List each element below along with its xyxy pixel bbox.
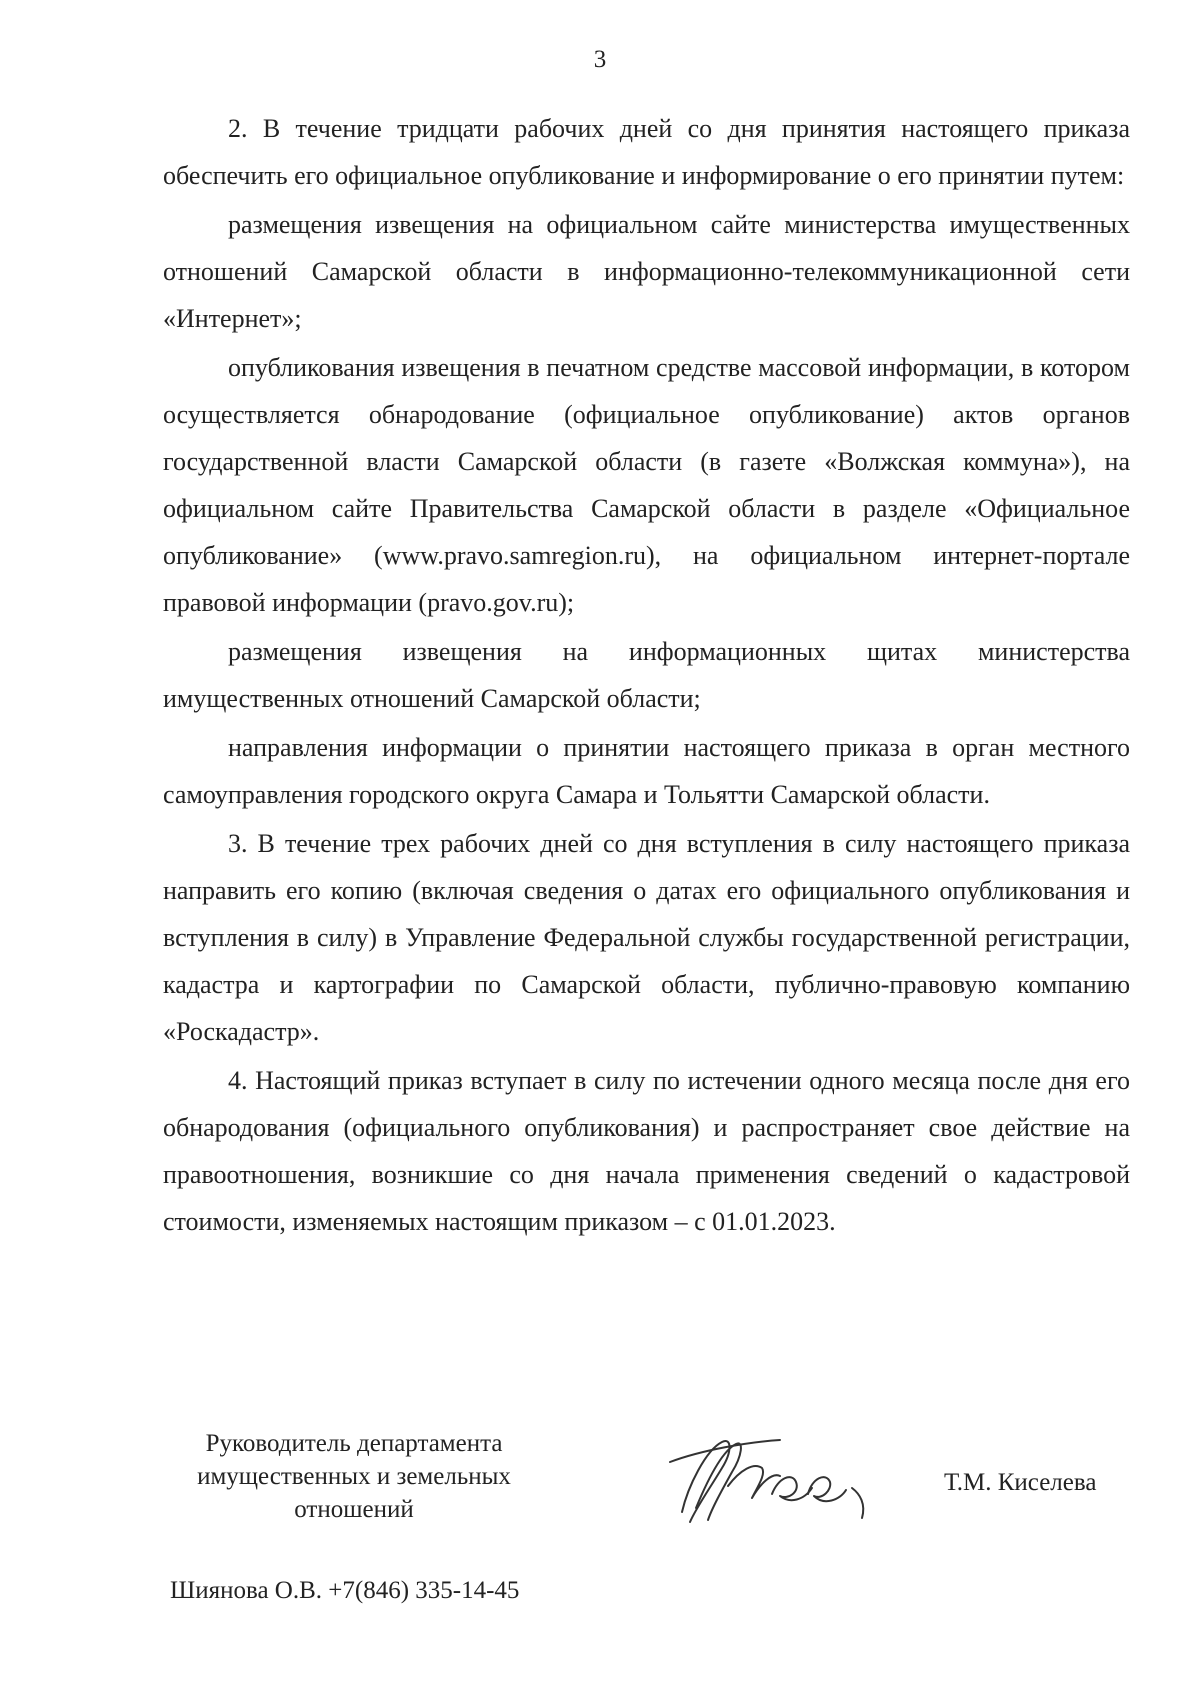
paragraph-publication-order: 2. В течение тридцати рабочих дней со дня принятия настоящего приказа обеспечить его официальное опубликование и информирование о его принятии путем: [163,114,1130,190]
contact-info: Шиянова О.В. +7(846) 335-14-45 [170,1577,520,1604]
signer-name: Т.М. Киселева [944,1469,1097,1496]
paragraph-info-boards: размещения извещения на информационных щитах министерства имущественных отношений Самарской области; [163,637,1130,713]
signer-position-line: имущественных и земельных [197,1463,511,1490]
handwritten-signature [662,1428,892,1528]
paragraph-website-notice: размещения извещения на официальном сайте министерства имущественных отношений Самарской области в информационно-телекоммуникационной сети «Интернет»; [163,210,1130,333]
signer-position-line: Руководитель департамента [205,1430,503,1457]
document-body [163,105,1130,1247]
page-number: 3 [593,46,607,73]
signature-block [0,1425,1200,1595]
paragraph-local-government: направления информации о принятии настоящего приказа в орган местного самоуправления городского округа Самара и Тольятти Самарской области. [163,733,1130,809]
paragraph-print-publication: опубликования извещения в печатном средстве массовой информации, в котором осуществляется обнародование (официальное опубликование) актов органов государственной власти Самарской области (в газете «Волжская коммуна»), на официальном сайте Правительства Самарской области в разделе «Официальное опубликование» (www.pravo.samregion.ru), на официальном интернет-портале правовой информации (pravo.gov.ru); [163,353,1130,617]
paragraph-copy-submission: 3. В течение трех рабочих дней со дня вступления в силу настоящего приказа направить его копию (включая сведения о датах его официального опубликования и вступления в силу) в Управление Федеральной службы государственной регистрации, кадастра и картографии по Самарской области, публично-правовую компанию «Роскадастр». [163,829,1130,1046]
paragraph-effective-date: 4. Настоящий приказ вступает в силу по истечении одного месяца после дня его обнародования (официального опубликования) и распространяет свое действие на правоотношения, возникшие со дня начала применения сведений о кадастровой стоимости, изменяемых настоящим приказом – с 01.01.2023. [163,1066,1130,1236]
signer-position-line: отношений [294,1496,414,1523]
signer-position [160,1427,548,1526]
